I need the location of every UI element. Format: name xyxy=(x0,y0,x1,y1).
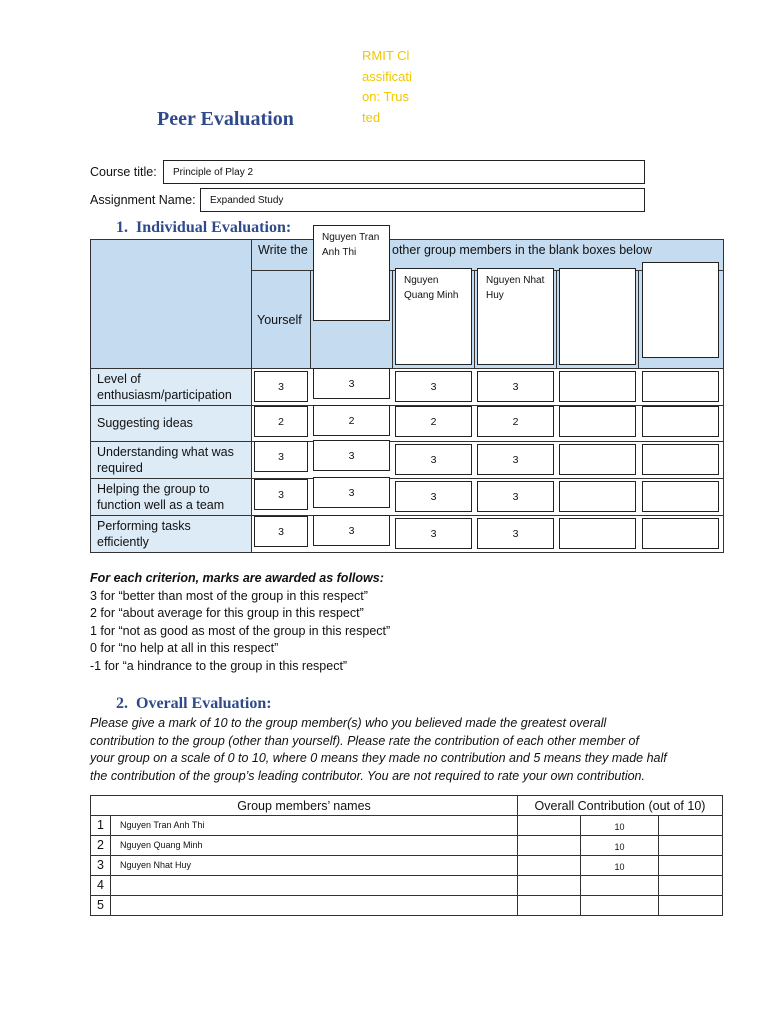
score-input[interactable] xyxy=(559,371,636,402)
score-input[interactable]: 3 xyxy=(395,481,472,512)
instruction-line: contribution to the group (other than yourself). Please rate the contribution of each other member of xyxy=(90,733,639,748)
member-name-input[interactable]: Nguyen Quang Minh xyxy=(110,835,518,856)
score-input[interactable]: 3 xyxy=(254,479,308,510)
section1-number: 1. xyxy=(116,219,128,236)
score-input[interactable]: 3 xyxy=(254,371,308,402)
member-name-input[interactable] xyxy=(110,895,518,916)
criterion-text-3: Understanding what was required xyxy=(97,444,234,475)
member-name-2: Nguyen Quang Minh xyxy=(404,275,459,301)
score-input[interactable] xyxy=(642,371,719,402)
member-name-input[interactable]: Nguyen Tran Anh Thi xyxy=(110,815,518,836)
member-name-box-5[interactable] xyxy=(642,262,719,358)
score-input[interactable]: 3 xyxy=(477,518,554,549)
score-input[interactable]: 3 xyxy=(313,515,390,546)
score-input[interactable]: 3 xyxy=(313,477,390,508)
score-input[interactable] xyxy=(642,518,719,549)
section1-title: Individual Evaluation: xyxy=(136,219,292,236)
contribution-spacer xyxy=(658,895,723,916)
contribution-spacer xyxy=(658,855,723,876)
instruction-line: Please give a mark of 10 to the group member(s) who you believed made the greatest overall xyxy=(90,716,607,730)
criterion-text-4: Helping the group to function well as a team xyxy=(97,481,225,512)
row-number: 5 xyxy=(90,895,111,916)
section2-heading xyxy=(116,695,272,713)
assignment-name-field[interactable] xyxy=(200,188,645,212)
member-name-box-1[interactable] xyxy=(313,225,390,321)
score-input[interactable] xyxy=(559,406,636,437)
row-number: 1 xyxy=(90,815,111,836)
header-instruction-right: other group members in the blank boxes below xyxy=(392,243,652,257)
yourself-label: Yourself xyxy=(257,313,302,327)
assignment-name-label: Assignment Name: xyxy=(90,193,196,207)
criterion-label-2 xyxy=(90,405,252,442)
score-input[interactable]: 3 xyxy=(395,518,472,549)
contribution-spacer xyxy=(517,895,581,916)
header-instruction-left: Write the xyxy=(258,243,308,257)
score-input[interactable]: 2 xyxy=(395,406,472,437)
contribution-spacer xyxy=(517,815,581,836)
score-input[interactable] xyxy=(642,481,719,512)
score-input[interactable]: 2 xyxy=(477,406,554,437)
contribution-score-input[interactable] xyxy=(580,875,659,896)
criterion-label-4 xyxy=(90,478,252,516)
score-input[interactable]: 3 xyxy=(477,481,554,512)
member-name-input[interactable]: Nguyen Nhat Huy xyxy=(110,855,518,876)
contribution-score-input[interactable]: 10 xyxy=(580,855,659,876)
score-input[interactable]: 3 xyxy=(477,444,554,475)
marks-line: 3 for “better than most of the group in this respect” xyxy=(90,588,368,603)
marks-line: -1 for “a hindrance to the group in this respect” xyxy=(90,658,348,673)
criterion-text-2: Suggesting ideas xyxy=(97,416,193,431)
criterion-text-1: Level of enthusiasm/participation xyxy=(97,371,232,402)
classification-label: RMIT Classification: Trusted xyxy=(362,48,412,125)
criterion-label-1 xyxy=(90,368,252,406)
member-name-3: Nguyen Nhat Huy xyxy=(486,275,545,301)
member-name-box-4[interactable] xyxy=(559,268,636,365)
contribution-column-header-text: Overall Contribution (out of 10) xyxy=(534,798,706,813)
instruction-line: your group on a scale of 0 to 10, where 0 means they made no contribution and 5 means they made half xyxy=(90,751,667,765)
score-input[interactable]: 3 xyxy=(254,516,308,547)
course-title-label: Course title: xyxy=(90,165,157,179)
member-name-box-3[interactable] xyxy=(477,268,554,365)
criteria-header-cell xyxy=(90,239,252,369)
marks-line: 1 for “not as good as most of the group in this respect” xyxy=(90,623,391,638)
contribution-column-header xyxy=(517,795,723,816)
section1-heading xyxy=(116,219,291,237)
contribution-spacer xyxy=(658,875,723,896)
contribution-score-input[interactable]: 10 xyxy=(580,835,659,856)
member-name-box-2[interactable] xyxy=(395,268,472,365)
page-title: Peer Evaluation xyxy=(157,108,294,130)
row-number: 3 xyxy=(90,855,111,876)
score-input[interactable] xyxy=(642,406,719,437)
score-input[interactable] xyxy=(559,444,636,475)
contribution-spacer xyxy=(658,835,723,856)
section2-number: 2. xyxy=(116,695,128,712)
marks-heading: For each criterion, marks are awarded as follows: xyxy=(90,571,384,585)
row-number: 2 xyxy=(90,835,111,856)
criterion-label-3 xyxy=(90,441,252,479)
contribution-spacer xyxy=(517,875,581,896)
score-input[interactable]: 2 xyxy=(254,406,308,437)
score-input[interactable]: 3 xyxy=(313,440,390,471)
row-number: 4 xyxy=(90,875,111,896)
score-input[interactable] xyxy=(559,481,636,512)
score-input[interactable] xyxy=(642,444,719,475)
contribution-score-input[interactable] xyxy=(580,895,659,916)
member-name-input[interactable] xyxy=(110,875,518,896)
score-input[interactable]: 3 xyxy=(313,368,390,399)
marks-key xyxy=(90,570,730,675)
course-title-value: Principle of Play 2 xyxy=(173,166,254,178)
course-title-field[interactable] xyxy=(163,160,645,184)
instruction-line: the contribution of the group’s leading contributor. You are not required to rate your own contribution. xyxy=(90,768,645,783)
score-input[interactable]: 3 xyxy=(254,441,308,472)
contribution-spacer xyxy=(658,815,723,836)
assignment-name-value: Expanded Study xyxy=(210,194,284,206)
contribution-spacer xyxy=(517,855,581,876)
criterion-label-5 xyxy=(90,515,252,553)
names-column-header-text: Group members’ names xyxy=(237,798,371,813)
marks-line: 2 for “about average for this group in this respect” xyxy=(90,606,364,620)
member-name-1: Nguyen Tran Anh Thi xyxy=(322,232,380,258)
score-input[interactable]: 2 xyxy=(313,405,390,436)
names-column-header xyxy=(90,795,518,816)
score-input[interactable]: 3 xyxy=(477,371,554,402)
score-input[interactable]: 3 xyxy=(395,444,472,475)
criterion-text-5: Performing tasks efficiently xyxy=(97,518,191,549)
marks-line: 0 for “no help at all in this respect” xyxy=(90,641,279,655)
contribution-spacer xyxy=(517,835,581,856)
contribution-score-input[interactable]: 10 xyxy=(580,815,659,836)
overall-instructions xyxy=(90,715,750,785)
section2-title: Overall Evaluation: xyxy=(136,695,272,712)
score-input[interactable]: 3 xyxy=(395,371,472,402)
score-input[interactable] xyxy=(559,518,636,549)
